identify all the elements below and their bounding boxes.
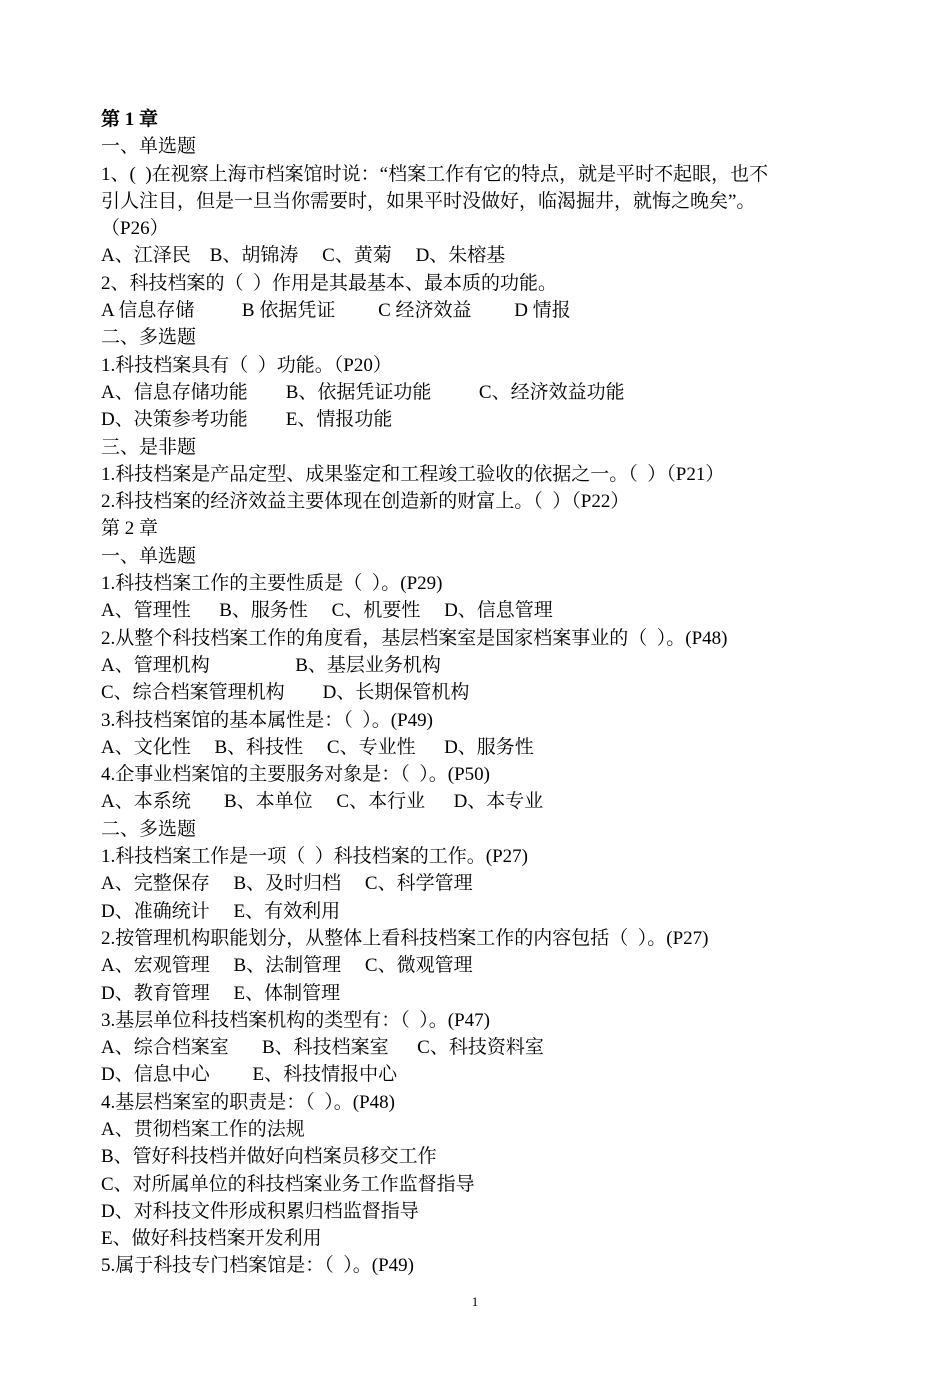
text-line: 引人注目，但是一旦当你需要时，如果平时没做好，临渴掘井，就悔之晚矣”。: [101, 190, 756, 212]
text-line: 三、是非题: [101, 436, 197, 458]
page-number: 1: [471, 1294, 479, 1309]
text-line: B、管好科技档并做好向档案员移交工作: [101, 1146, 437, 1168]
text-line: A 信息存储 B 依据凭证 C 经济效益 D 情报: [101, 300, 571, 322]
text-line: A、贯彻档案工作的法规: [101, 1118, 305, 1140]
text-line: 第 2 章: [101, 518, 159, 540]
text-line: 4.基层档案室的职责是：（ ）。(P48): [101, 1091, 395, 1113]
text-line: C、对所属单位的科技档案业务工作监督指导: [101, 1173, 475, 1195]
text-line: 第 1 章: [101, 109, 159, 130]
text-line: A、文化性 B、科技性 C、专业性 D、服务性: [101, 736, 534, 758]
text-line: D、准确统计 E、有效利用: [101, 900, 341, 922]
text-line: A、宏观管理 B、法制管理 C、微观管理: [101, 955, 473, 977]
text-line: 1.科技档案是产品定型、成果鉴定和工程竣工验收的依据之一。（ ）（P21）: [101, 463, 725, 485]
text-line: 2.科技档案的经济效益主要体现在创造新的财富上。（ ）（P22）: [101, 491, 630, 513]
text-line: A、完整保存 B、及时归档 C、科学管理: [101, 873, 473, 895]
text-line: 1、( )在视察上海市档案馆时说：“档案工作有它的特点，就是平时不起眼，也不: [101, 163, 769, 185]
text-line: 1.科技档案工作的主要性质是（ ）。(P29): [101, 573, 443, 595]
text-line: D、决策参考功能 E、情报功能: [101, 409, 393, 431]
text-line: 2.从整个科技档案工作的角度看，基层档案室是国家档案事业的（ ）。(P48): [101, 627, 728, 649]
text-line: 5.属于科技专门档案馆是：（ ）。(P49): [101, 1255, 414, 1277]
text-line: 一、单选题: [101, 545, 197, 567]
text-line: A、江泽民 B、胡锦涛 C、黄菊 D、朱榕基: [101, 245, 506, 267]
text-line: D、对科技文件形成积累归档监督指导: [101, 1200, 419, 1222]
text-line: 2.按管理机构职能划分，从整体上看科技档案工作的内容包括（ ）。(P27): [101, 927, 709, 949]
text-line: 一、单选题: [101, 136, 197, 158]
text-line: A、本系统 B、本单位 C、本行业 D、本专业: [101, 791, 544, 813]
text-line: A、信息存储功能 B、依据凭证功能 C、经济效益功能: [101, 381, 625, 403]
text-line: E、做好科技档案开发利用: [101, 1228, 322, 1250]
text-line: A、综合档案室 B、科技档案室 C、科技资料室: [101, 1037, 544, 1059]
text-line: 二、多选题: [101, 818, 197, 840]
text-line: C、综合档案管理机构 D、长期保管机构: [101, 682, 470, 704]
text-line: 3.科技档案馆的基本属性是：（ ）。(P49): [101, 709, 433, 731]
text-line: A、管理性 B、服务性 C、机要性 D、信息管理: [101, 600, 553, 622]
text-line: 4.企事业档案馆的主要服务对象是：（ ）。(P50): [101, 764, 490, 786]
text-line: （P26）: [101, 218, 169, 240]
text-line: A、管理机构 B、基层业务机构: [101, 654, 441, 676]
text-line: D、信息中心 E、科技情报中心: [101, 1064, 398, 1086]
document-body: [101, 106, 861, 1280]
text-line: D、教育管理 E、体制管理: [101, 982, 341, 1004]
text-line: 1.科技档案具有（ ）功能。（P20）: [101, 354, 392, 376]
text-line: 2、科技档案的（ ）作用是其最基本、最本质的功能。: [101, 272, 558, 294]
text-line: 3.基层单位科技档案机构的类型有：（ ）。(P47): [101, 1009, 490, 1031]
text-line: 1.科技档案工作是一项（ ）科技档案的工作。(P27): [101, 846, 528, 868]
text-line: 二、多选题: [101, 327, 197, 349]
